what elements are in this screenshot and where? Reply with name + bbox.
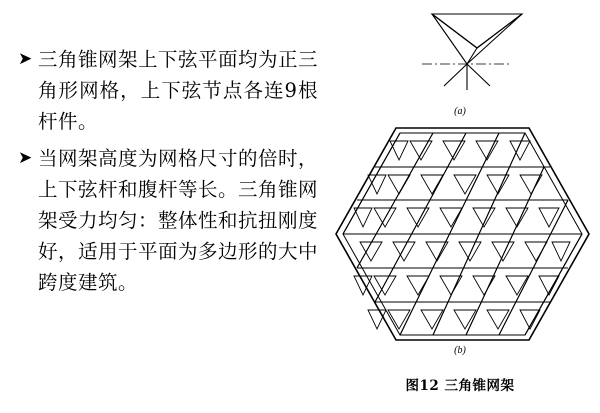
bullet-text: 三角锥网架上下弦平面均为正三角形网格，上下弦节点各连9根杆件。 — [38, 48, 319, 133]
figure-main-caption: 图12 三角锥网架 — [405, 378, 515, 394]
hexagon-truss-diagram — [330, 122, 595, 347]
bullet-arrow-icon: ➤ — [18, 148, 33, 168]
figure-column — [320, 0, 600, 413]
list-item — [18, 44, 318, 137]
figure-b-hexagonal-grid — [330, 122, 595, 347]
figure-a-tetrahedron-unit — [372, 6, 547, 106]
figure-b-caption: (b) — [454, 345, 466, 356]
bullet-text: 当网架高度为网格尺寸的倍时，上下弦杆和腹杆等长。三角锥网架受力均匀：整体性和抗扭刚度好，适用于平面为多边形的大中跨度建筑。 — [38, 147, 319, 294]
figure-a-caption: (a) — [454, 106, 466, 117]
tetrahedron-diagram — [372, 6, 547, 106]
bullet-arrow-icon: ➤ — [18, 49, 33, 69]
text-column — [18, 44, 318, 304]
list-item — [18, 143, 318, 298]
